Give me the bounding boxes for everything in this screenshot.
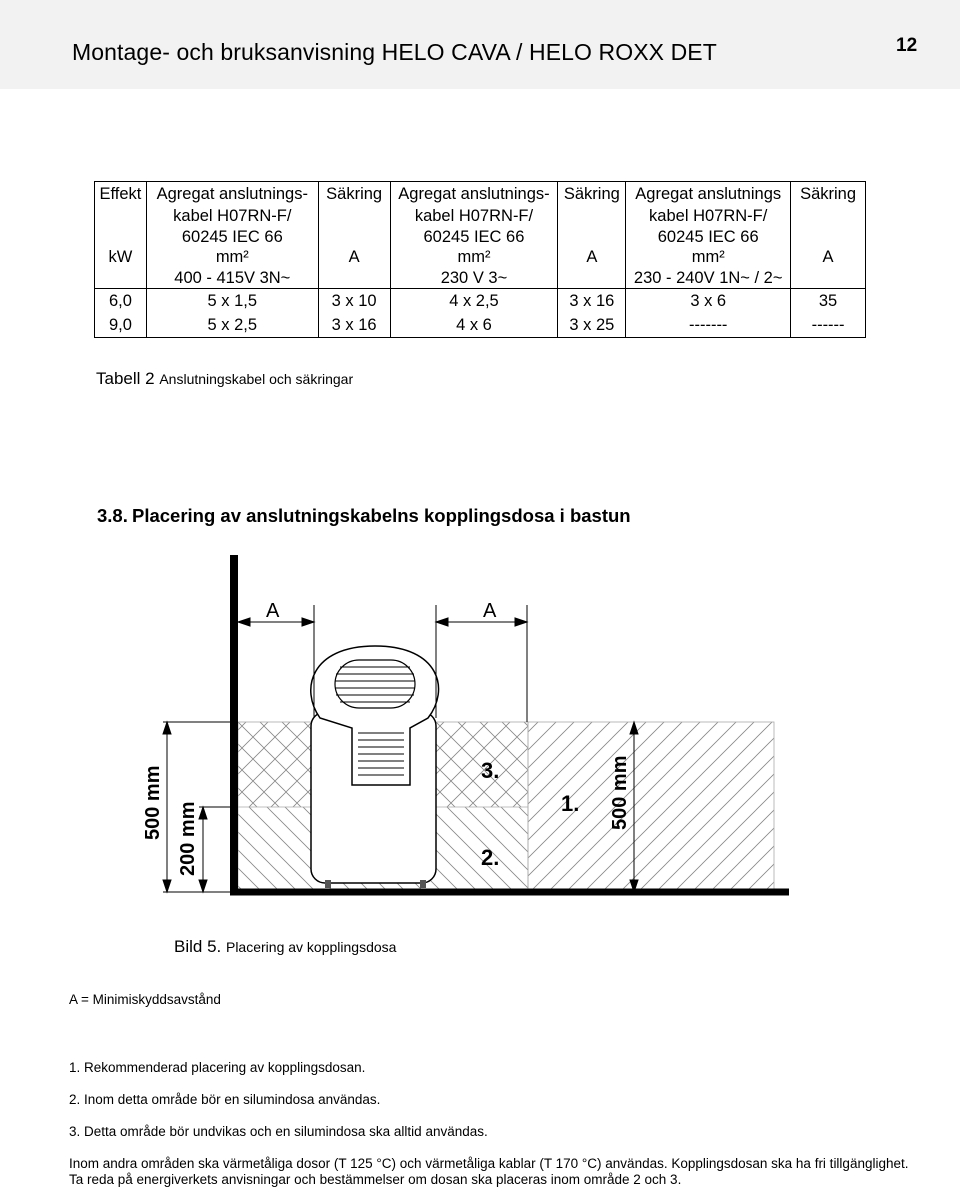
table-cell: ------ <box>791 313 866 338</box>
document-title: Montage- och bruksanvisning HELO CAVA / HELO ROXX DET <box>72 39 717 65</box>
table-cell: 3 x 6 <box>626 289 791 314</box>
table-header-cell: Agregat anslutnings <box>626 182 791 207</box>
table-header-cell: mm² <box>146 247 318 268</box>
dimension-a-right <box>436 605 527 722</box>
instruction-paragraph: Inom andra områden ska värmetåliga dosor (T 125 °C) och värmetåliga kablar (T 170 °C) användas. Kopplingsdosan ska ha fri tillgänglighet. Ta reda på energiverkets anvisningar och bestämmelser om dosan ska placeras inom område 2 och 3. <box>69 1156 909 1187</box>
table-header-cell: 400 - 415V 3N~ <box>146 268 318 289</box>
table-cell: 35 <box>791 289 866 314</box>
note-3: 3. Detta område bör undvikas och en silumindosa ska alltid användas. <box>69 1124 488 1139</box>
table-header-cell: 230 - 240V 1N~ / 2~ <box>626 268 791 289</box>
table-cell: 5 x 2,5 <box>146 313 318 338</box>
table-header-cell: kW <box>95 247 147 268</box>
figure-caption-text: Placering av kopplingsdosa <box>225 939 397 955</box>
dim-a-left-label: A <box>266 600 280 622</box>
zone-2-label: 2. <box>481 845 500 870</box>
table-header-cell: A <box>791 247 866 268</box>
table-header-cell: kabel H07RN-F/ <box>626 206 791 227</box>
dim-500-right-label: 500 mm <box>609 755 631 830</box>
section-number: 3.8. <box>97 505 128 526</box>
table-cell: 5 x 1,5 <box>146 289 318 314</box>
table-header-cell: 230 V 3~ <box>390 268 558 289</box>
table-cell: 4 x 2,5 <box>390 289 558 314</box>
table-cell: 3 x 16 <box>558 289 626 314</box>
section-title: Placering av anslutningskabelns kopplingsdosa i bastun <box>132 505 631 526</box>
table-header-cell: kabel H07RN-F/ <box>146 206 318 227</box>
table-header-cell: Säkring <box>558 182 626 207</box>
figure-caption-label: Bild 5. <box>174 937 222 956</box>
table-header-cell: Säkring <box>318 182 390 207</box>
table-header-cell: mm² <box>390 247 558 268</box>
zone-3-label: 3. <box>481 758 500 783</box>
table-caption-text: Anslutningskabel och säkringar <box>159 371 354 387</box>
sauna-heater <box>311 646 439 888</box>
table-header-cell: Agregat anslutnings- <box>390 182 558 207</box>
table-caption-label: Tabell 2 <box>96 369 155 388</box>
table-cell: ------- <box>626 313 791 338</box>
dim-a-right-label: A <box>483 600 497 622</box>
dim-500-left-label: 500 mm <box>142 765 164 840</box>
note-2: 2. Inom detta område bör en silumindosa användas. <box>69 1092 381 1107</box>
page-number: 12 <box>896 35 918 56</box>
table-header-cell: A <box>558 247 626 268</box>
table-header-cell: kabel H07RN-F/ <box>390 206 558 227</box>
table-cell: 3 x 10 <box>318 289 390 314</box>
legend-text: A = Minimiskyddsavstånd <box>69 992 221 1007</box>
table-cell: 4 x 6 <box>390 313 558 338</box>
table-cell: 6,0 <box>95 289 147 314</box>
zone-1-label: 1. <box>561 791 580 816</box>
table-header-cell: mm² <box>626 247 791 268</box>
table-header-cell: A <box>318 247 390 268</box>
figure-caption <box>174 937 396 957</box>
table-cell: 9,0 <box>95 313 147 338</box>
table-header-cell: 60245 IEC 66 <box>146 227 318 248</box>
table-cell: 3 x 25 <box>558 313 626 338</box>
table-header-cell: 60245 IEC 66 <box>390 227 558 248</box>
table-header-cell: 60245 IEC 66 <box>626 227 791 248</box>
table-header-cell: Säkring <box>791 182 866 207</box>
dim-200-label: 200 mm <box>177 801 199 876</box>
note-1: 1. Rekommenderad placering av kopplingsdosan. <box>69 1060 366 1075</box>
table-header-cell: Agregat anslutnings- <box>146 182 318 207</box>
table-cell: 3 x 16 <box>318 313 390 338</box>
table-header-cell: Effekt <box>95 182 147 207</box>
